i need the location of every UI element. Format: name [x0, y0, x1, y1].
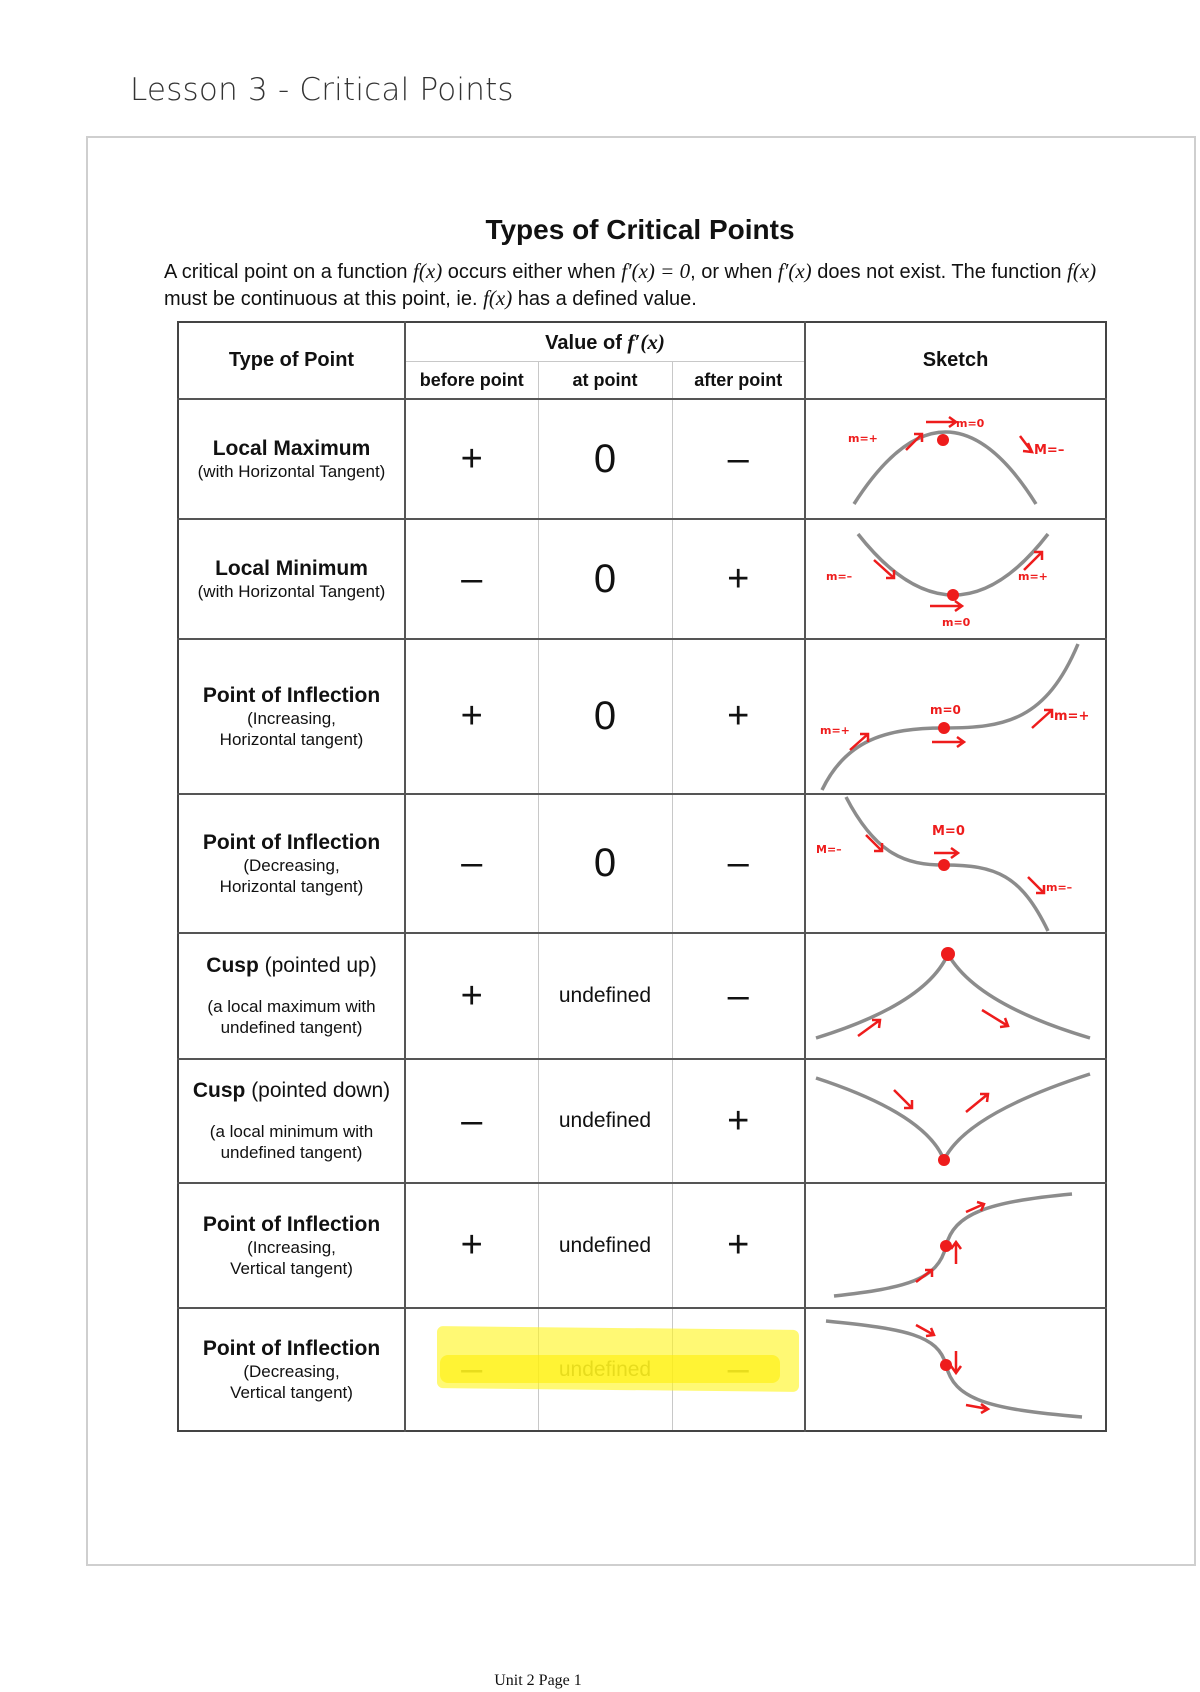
header-at-point: at point: [538, 362, 672, 400]
slope-label: M=–: [1034, 443, 1065, 458]
sketch-local-maximum: [805, 399, 1106, 519]
point-type-note: undefined tangent): [220, 1018, 363, 1037]
page-footer: Unit 2 Page 1: [494, 1672, 582, 1689]
critical-points-table: [177, 321, 1107, 1432]
header-value-text: Value of: [545, 331, 628, 354]
intro-text: A critical point on a function: [164, 261, 414, 283]
point-type-name-bold: Cusp: [192, 1079, 246, 1102]
table-row: [178, 1059, 1106, 1183]
at-sign: undefined: [558, 1233, 652, 1257]
table-row: [178, 399, 1106, 519]
after-sign: –: [727, 842, 749, 884]
at-value: [538, 1059, 672, 1183]
before-sign: +: [460, 695, 483, 737]
header-before-point: before point: [405, 362, 538, 400]
point-type-name: Point of Inflection: [202, 683, 381, 707]
table-row: [178, 519, 1106, 639]
at-sign: undefined: [558, 1109, 652, 1132]
point-type-name: Point of Inflection: [202, 1212, 381, 1236]
before-sign: –: [461, 842, 483, 884]
point-type-cell: [178, 399, 405, 519]
page-heading: Lesson 3 - Critical Points: [130, 72, 514, 108]
point-type-note: Horizontal tangent): [219, 876, 364, 896]
sketch-inflection-increasing-vertical: [805, 1183, 1106, 1308]
after-value: [672, 1059, 805, 1183]
sketch-local-minimum: [805, 519, 1106, 639]
point-type-name: [179, 954, 404, 978]
slope-label: M=0: [932, 824, 965, 839]
intro-text: must be continuous at this point, ie.: [164, 288, 484, 310]
after-value: [672, 933, 805, 1059]
sketch-cusp-up: [805, 933, 1106, 1059]
at-value: [538, 1183, 672, 1308]
before-sign: +: [460, 1224, 483, 1266]
slope-label: M=–: [816, 843, 842, 856]
sketch-inflection-decreasing-vertical: [805, 1308, 1106, 1431]
point-type-name: [179, 1079, 404, 1103]
before-sign: +: [460, 437, 483, 480]
slope-label: m=+: [848, 432, 878, 445]
table-row: [178, 639, 1106, 794]
after-value: [672, 794, 805, 933]
after-sign: –: [727, 974, 749, 1017]
before-sign: –: [461, 557, 483, 600]
table-row: [178, 933, 1106, 1059]
header-sketch: Sketch: [805, 322, 1106, 399]
at-value: [538, 399, 672, 519]
at-sign: 0: [593, 436, 617, 481]
at-sign: undefined: [558, 984, 652, 1007]
slope-label: m=+: [820, 724, 850, 737]
point-type-cell: [178, 933, 405, 1059]
before-value: [405, 1183, 538, 1308]
at-sign: 0: [593, 841, 617, 885]
intro-math: f(x): [1067, 259, 1097, 283]
after-sign: +: [727, 1099, 750, 1142]
inflection-increasing-vertical-sketch: [806, 1184, 1105, 1307]
cusp-up-sketch: [806, 934, 1105, 1058]
intro-text: occurs either when: [442, 261, 622, 283]
before-sign: +: [460, 974, 483, 1017]
point-type-note: (with Horizontal Tangent): [197, 461, 386, 481]
at-value: [538, 519, 672, 639]
intro-text: does not exist. The function: [811, 261, 1068, 283]
slope-label: m=+: [1054, 709, 1090, 724]
slope-label: m=+: [1018, 570, 1048, 583]
after-sign: +: [727, 695, 750, 737]
point-type-name: Local Maximum: [212, 436, 371, 460]
after-value: [672, 519, 805, 639]
point-type-name: Point of Inflection: [202, 1336, 381, 1360]
point-type-cell: [178, 639, 405, 794]
after-sign: +: [727, 557, 750, 600]
point-type-cell: [178, 1059, 405, 1183]
header-type-of-point: Type of Point: [178, 322, 405, 399]
point-type-cell: [178, 1183, 405, 1308]
at-value: [538, 639, 672, 794]
before-value: [405, 399, 538, 519]
header-value-of-derivative: [405, 322, 805, 362]
intro-text: , or when: [690, 261, 778, 283]
after-value: [672, 639, 805, 794]
slope-label: m=0: [956, 417, 985, 430]
at-value: [538, 794, 672, 933]
before-value: [405, 933, 538, 1059]
intro-text: has a defined value.: [512, 288, 697, 310]
after-value: [672, 1183, 805, 1308]
point-type-note: Horizontal tangent): [219, 729, 364, 749]
header-after-point: after point: [672, 362, 805, 400]
intro-math: f′(x): [777, 259, 812, 283]
point-type-note: undefined tangent): [220, 1143, 363, 1162]
before-sign: –: [461, 1099, 483, 1142]
sketch-inflection-increasing-horizontal: [805, 639, 1106, 794]
point-type-cell: [178, 1308, 405, 1431]
point-type-note: (a local maximum with: [207, 997, 376, 1016]
at-sign: 0: [593, 694, 617, 738]
document-title: Types of Critical Points: [485, 214, 795, 245]
before-value: [405, 639, 538, 794]
slope-label: m=0: [930, 703, 961, 717]
point-type-note: (Decreasing,: [243, 855, 340, 875]
point-type-name: Local Minimum: [215, 556, 368, 580]
point-type-name-suffix: (pointed down): [245, 1079, 391, 1102]
after-sign: +: [727, 1224, 750, 1266]
table-row: [178, 794, 1106, 933]
intro-paragraph: [164, 258, 1109, 312]
point-type-cell: [178, 794, 405, 933]
point-type-note: Vertical tangent): [230, 1258, 353, 1278]
before-value: [405, 1059, 538, 1183]
local-maximum-sketch: [806, 400, 1105, 518]
point-type-cell: [178, 519, 405, 639]
before-value: [405, 794, 538, 933]
cusp-down-sketch: [806, 1060, 1105, 1182]
sketch-cusp-down: [805, 1059, 1106, 1183]
highlighter-mark: [440, 1355, 780, 1383]
point-type-name-suffix: (pointed up): [258, 954, 377, 977]
slope-label: m=–: [1046, 881, 1073, 894]
point-type-note: (Increasing,: [247, 1237, 336, 1257]
table-row: [178, 1183, 1106, 1308]
intro-math: f(x): [413, 259, 443, 283]
at-value: [538, 933, 672, 1059]
after-sign: –: [727, 437, 749, 480]
point-type-note: (Increasing,: [247, 708, 336, 728]
after-value: [672, 399, 805, 519]
intro-math: f(x): [483, 286, 513, 310]
slope-label: m=0: [942, 616, 971, 629]
inflection-decreasing-vertical-sketch: [806, 1309, 1105, 1430]
inflection-increasing-horizontal-sketch: [806, 640, 1105, 793]
sketch-inflection-decreasing-horizontal: [805, 794, 1106, 933]
point-type-note: Vertical tangent): [230, 1382, 353, 1402]
point-type-name: Point of Inflection: [202, 830, 381, 854]
point-type-note: (a local minimum with: [209, 1122, 374, 1141]
point-type-name-bold: Cusp: [206, 954, 259, 977]
slope-label: m=–: [826, 570, 853, 583]
point-type-note: (with Horizontal Tangent): [197, 581, 386, 601]
header-value-math: f′(x): [627, 329, 665, 354]
at-sign: 0: [593, 556, 617, 601]
local-minimum-sketch: [806, 520, 1105, 638]
before-value: [405, 519, 538, 639]
inflection-decreasing-horizontal-sketch: [806, 795, 1105, 932]
point-type-note: (Decreasing,: [243, 1361, 340, 1381]
intro-math: f′(x) = 0: [621, 259, 691, 283]
